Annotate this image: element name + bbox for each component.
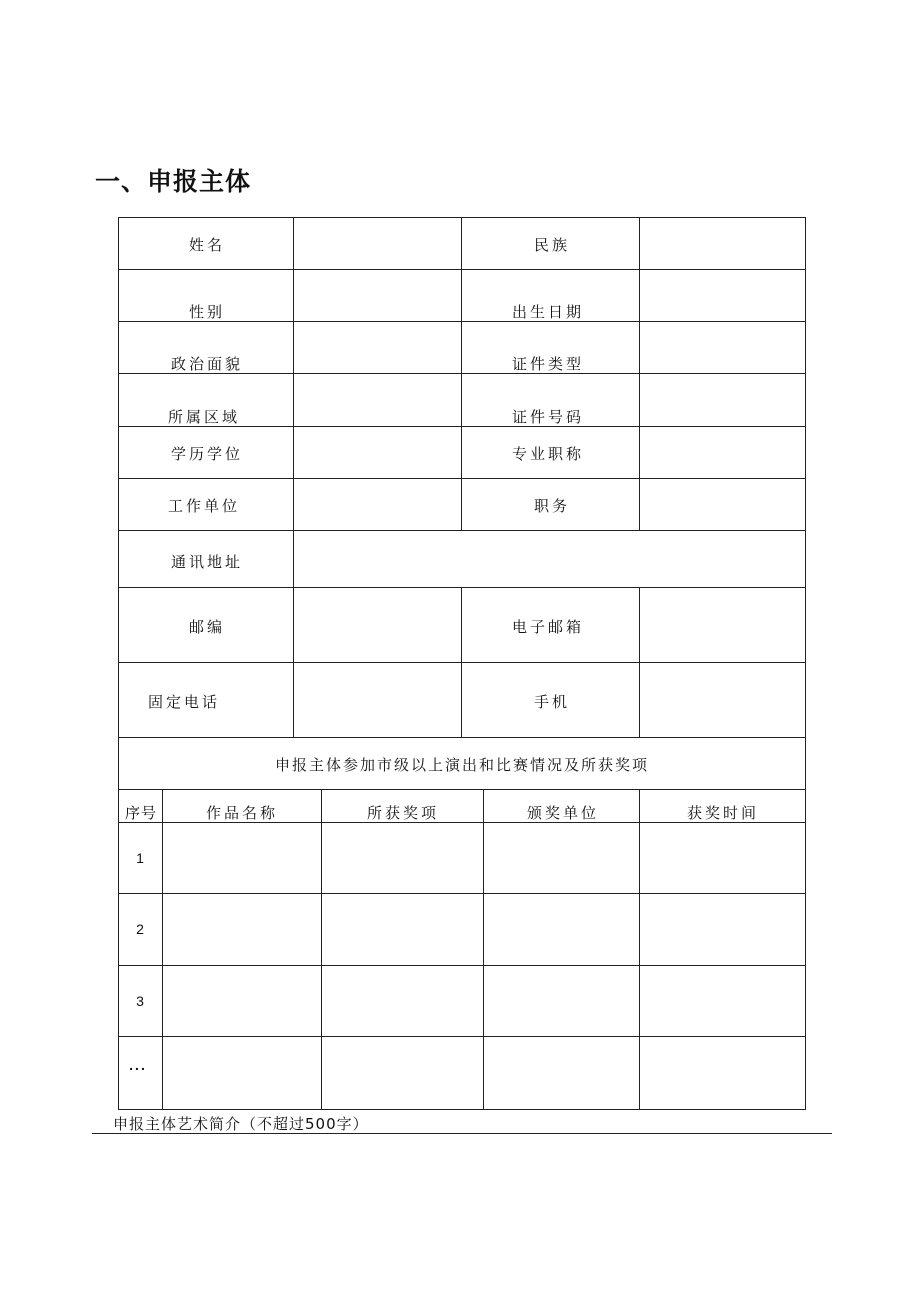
- row-divider: [118, 1036, 806, 1037]
- label-political-status: 政治面貌: [170, 355, 244, 373]
- political-status-input-cell[interactable]: [294, 322, 461, 373]
- column-divider: [162, 789, 163, 1110]
- column-divider: [461, 217, 462, 530]
- mobile-input-cell[interactable]: [640, 663, 805, 737]
- column-header-award-date: 获奖时间: [686, 804, 760, 822]
- column-divider: [461, 587, 462, 737]
- column-header-work-title: 作品名称: [205, 804, 279, 822]
- label-id-number: 证件号码: [511, 408, 585, 426]
- applicant-form-table: [118, 217, 806, 1110]
- row-divider: [118, 737, 806, 738]
- column-divider: [321, 789, 322, 1110]
- landline-input-cell[interactable]: [294, 663, 461, 737]
- column-divider: [639, 789, 640, 1110]
- label-education: 学历学位: [170, 445, 244, 463]
- row-index: 3: [136, 993, 144, 1009]
- row-divider: [118, 965, 806, 966]
- column-divider: [483, 789, 484, 1110]
- name-input-cell[interactable]: [294, 218, 461, 269]
- column-header-award: 所获奖项: [366, 804, 440, 822]
- label-professional-title: 专业职称: [511, 445, 585, 463]
- label-birth-date: 出生日期: [511, 303, 585, 321]
- awards-section-title: 申报主体参加市级以上演出和比赛情况及所获奖项: [274, 756, 650, 774]
- mailing-address-input-cell[interactable]: [294, 531, 805, 587]
- label-email: 电子邮箱: [511, 618, 585, 636]
- column-header-index: 序号: [124, 804, 158, 822]
- id-number-input-cell[interactable]: [640, 374, 805, 426]
- region-input-cell[interactable]: [294, 374, 461, 426]
- row-divider: [118, 893, 806, 894]
- professional-title-input-cell[interactable]: [640, 427, 805, 478]
- row-divider: [118, 789, 806, 790]
- employer-input-cell[interactable]: [294, 479, 461, 530]
- label-mobile: 手机: [533, 693, 571, 711]
- table-border: [118, 217, 119, 1110]
- row-index: ...: [129, 1057, 147, 1073]
- ethnicity-input-cell[interactable]: [640, 218, 805, 269]
- label-gender: 性别: [188, 303, 226, 321]
- education-input-cell[interactable]: [294, 427, 461, 478]
- id-type-input-cell[interactable]: [640, 322, 805, 373]
- table-border: [805, 217, 806, 1110]
- gender-input-cell[interactable]: [294, 270, 461, 321]
- position-input-cell[interactable]: [640, 479, 805, 530]
- row-index: 2: [136, 921, 144, 937]
- label-name: 姓名: [188, 236, 226, 254]
- email-input-cell[interactable]: [640, 588, 805, 662]
- label-mailing-address: 通讯地址: [170, 553, 244, 571]
- row-index: 1: [136, 850, 144, 866]
- section-heading: 一、申报主体: [95, 167, 252, 196]
- label-postcode: 邮编: [188, 618, 226, 636]
- birth-date-input-cell[interactable]: [640, 270, 805, 321]
- postcode-input-cell[interactable]: [294, 588, 461, 662]
- column-header-issuer: 颁奖单位: [526, 804, 600, 822]
- label-id-type: 证件类型: [511, 355, 585, 373]
- label-employer: 工作单位: [167, 497, 241, 515]
- artistic-intro-label: 申报主体艺术简介（不超过500字）: [113, 1115, 369, 1133]
- label-position: 职务: [533, 497, 571, 515]
- table-border: [118, 1109, 806, 1110]
- footer-rule: [92, 1133, 832, 1134]
- label-region: 所属区域: [167, 408, 241, 426]
- label-ethnicity: 民族: [533, 236, 571, 254]
- label-landline: 固定电话: [147, 693, 221, 711]
